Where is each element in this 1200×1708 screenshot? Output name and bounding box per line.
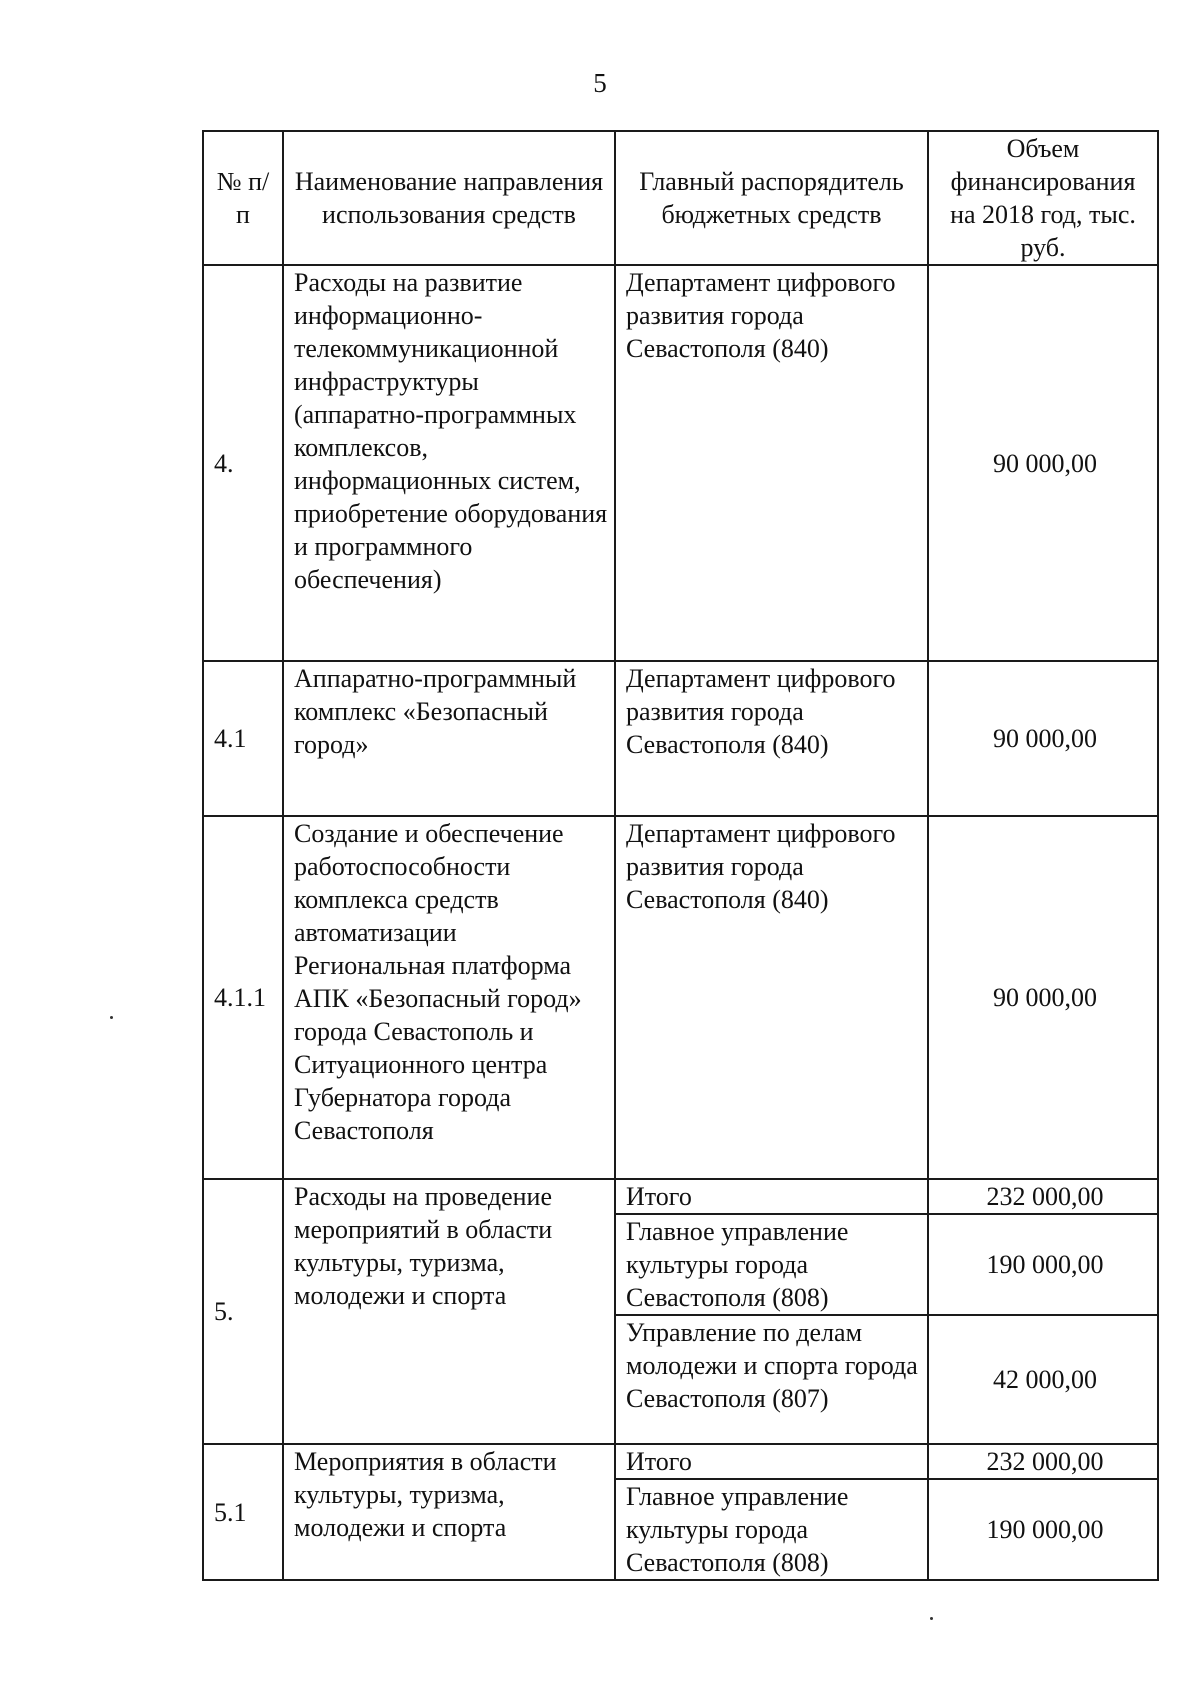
row-num: 5.: [203, 1179, 283, 1444]
row-dept: Итого: [615, 1179, 928, 1214]
row-name: Мероприятия в области культуры, туризма, молодежи и спорта: [283, 1444, 615, 1580]
table-row: [203, 816, 1158, 1179]
table-row: [203, 661, 1158, 816]
table-row: [203, 1444, 1158, 1479]
row-name: Расходы на проведение мероприятий в области культуры, туризма, молодежи и спорта: [283, 1179, 615, 1444]
row-amount: 190 000,00: [928, 1214, 1158, 1315]
row-name: Расходы на развитие информационно-телекоммуникационной инфраструктуры (аппаратно-программных комплексов, информационных систем, приобретение оборудования и программного обеспечения): [283, 265, 615, 661]
header-amount: Объем финансирования на 2018 год, тыс. руб.: [928, 131, 1158, 265]
row-amount: 42 000,00: [928, 1315, 1158, 1444]
row-dept: Главное управление культуры города Севастополя (808): [615, 1214, 928, 1315]
table-row: [203, 265, 1158, 661]
row-dept: Департамент цифрового развития города Севастополя (840): [615, 661, 928, 816]
row-name: Аппаратно-программный комплекс «Безопасный город»: [283, 661, 615, 816]
page-number: 5: [593, 68, 607, 98]
row-num: 4.: [203, 265, 283, 661]
row-amount: 232 000,00: [928, 1444, 1158, 1479]
row-dept: Главное управление культуры города Севастополя (808): [615, 1479, 928, 1580]
row-amount: 90 000,00: [928, 816, 1158, 1179]
row-num: 4.1.1: [203, 816, 283, 1179]
scan-speck-bottom: [930, 1617, 933, 1620]
row-dept: Управление по делам молодежи и спорта города Севастополя (807): [615, 1315, 928, 1444]
row-dept: Департамент цифрового развития города Севастополя (840): [615, 816, 928, 1179]
row-num: 5.1: [203, 1444, 283, 1580]
row-amount: 90 000,00: [928, 265, 1158, 661]
header-dept: Главный распорядитель бюджетных средств: [615, 131, 928, 265]
table-row: [203, 1179, 1158, 1214]
row-amount: 90 000,00: [928, 661, 1158, 816]
scan-speck-left: [110, 1016, 113, 1019]
row-amount: 232 000,00: [928, 1179, 1158, 1214]
row-name: Создание и обеспечение работоспособности комплекса средств автоматизации Региональная платформа АПК «Безопасный город» города Севастополь и Ситуационного центра Губернатора города Севастополя: [283, 816, 615, 1179]
header-num: № п/п: [203, 131, 283, 265]
row-amount: 190 000,00: [928, 1479, 1158, 1580]
row-dept: Департамент цифрового развития города Севастополя (840): [615, 265, 928, 661]
row-dept: Итого: [615, 1444, 928, 1479]
table-header-row: [203, 131, 1158, 265]
header-name: Наименование направления использования средств: [283, 131, 615, 265]
row-num: 4.1: [203, 661, 283, 816]
budget-table: [202, 130, 1159, 1581]
